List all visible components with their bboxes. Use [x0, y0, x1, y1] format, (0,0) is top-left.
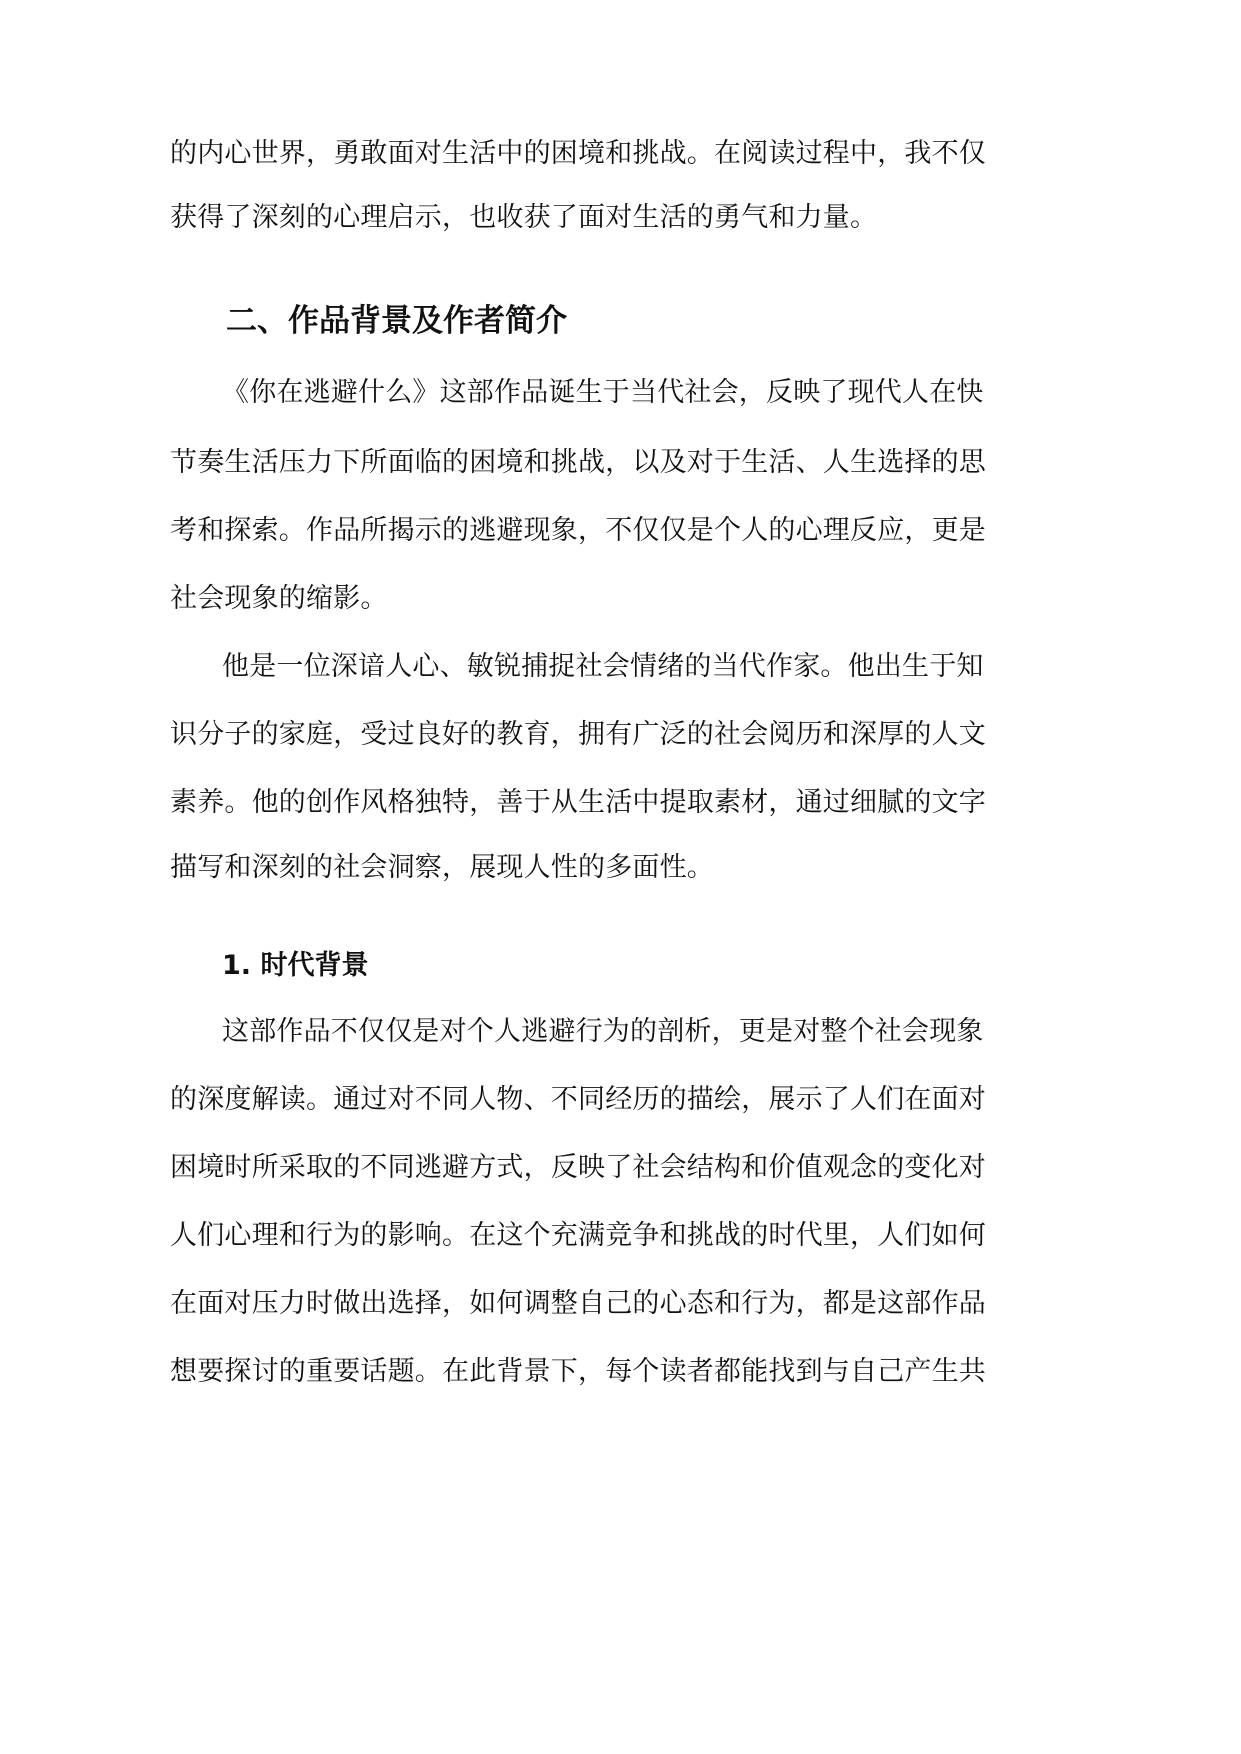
subsection-heading: 1. 时代背景 — [222, 950, 369, 981]
paragraph-line: 获得了深刻的心理启示，也收获了面对生活的勇气和力量。 — [170, 202, 878, 233]
paragraph-line: 这部作品不仅仅是对个人逃避行为的剖析，更是对整个社会现象 — [222, 1016, 984, 1047]
paragraph-line: 困境时所采取的不同逃避方式，反映了社会结构和价值观念的变化对 — [170, 1152, 986, 1183]
paragraph-line: 的内心世界，勇敢面对生活中的困境和挑战。在阅读过程中，我不仅 — [170, 138, 986, 169]
paragraph-line: 他是一位深谙人心、敏锐捕捉社会情绪的当代作家。他出生于知 — [222, 651, 984, 682]
paragraph-line: 识分子的家庭，受过良好的教育，拥有广泛的社会阅历和深厚的人文 — [170, 719, 986, 750]
paragraph-line: 考和探索。作品所揭示的逃避现象，不仅仅是个人的心理反应，更是 — [170, 515, 986, 546]
paragraph-line: 在面对压力时做出选择，如何调整自己的心态和行为，都是这部作品 — [170, 1288, 986, 1319]
paragraph-line: 素养。他的创作风格独特，善于从生活中提取素材，通过细腻的文字 — [170, 787, 986, 818]
paragraph-line: 想要探讨的重要话题。在此背景下，每个读者都能找到与自己产生共 — [170, 1356, 986, 1387]
paragraph-line: 节奏生活压力下所面临的困境和挑战，以及对于生活、人生选择的思 — [170, 447, 986, 478]
paragraph-line: 社会现象的缩影。 — [170, 583, 388, 614]
paragraph-line: 描写和深刻的社会洞察，展现人性的多面性。 — [170, 852, 714, 883]
paragraph-line: 《你在逃避什么》这部作品诞生于当代社会，反映了现代人在快 — [222, 377, 984, 408]
paragraph-line: 人们心理和行为的影响。在这个充满竞争和挑战的时代里，人们如何 — [170, 1220, 986, 1251]
section-heading: 二、作品背景及作者简介 — [226, 303, 567, 339]
paragraph-line: 的深度解读。通过对不同人物、不同经历的描绘，展示了人们在面对 — [170, 1084, 986, 1115]
